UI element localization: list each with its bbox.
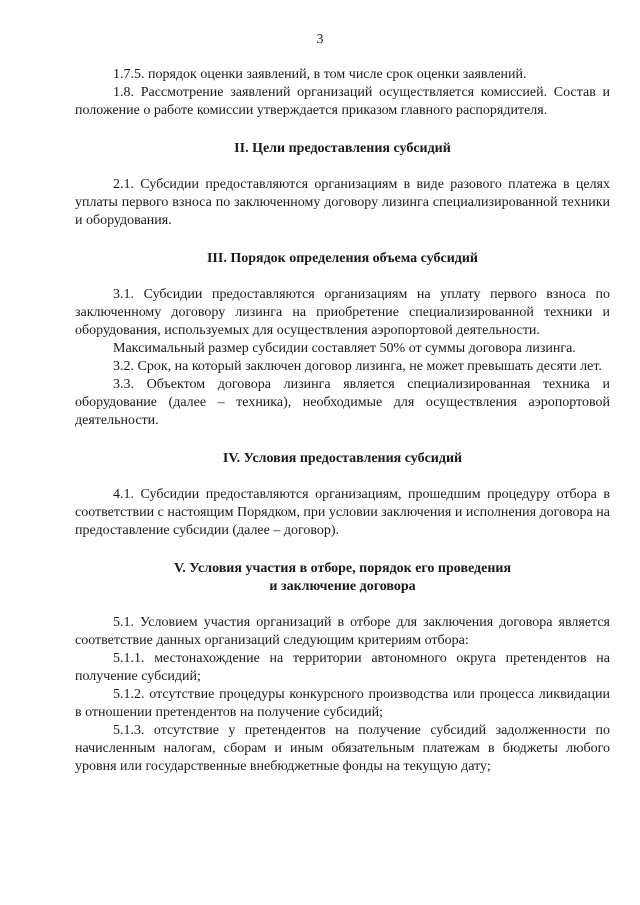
- section-2-heading: II. Цели предоставления субсидий: [234, 141, 451, 156]
- paragraph-5-1-2: 5.1.2. отсутствие процедуры конкурсного производства или процесса ликвидации в отношении претендентов на получение субсидий;: [75, 687, 610, 720]
- paragraph-1-8: 1.8. Рассмотрение заявлений организаций осуществляется комиссией. Состав и положение о работе комиссии утверждается приказом главного распорядителя.: [75, 85, 610, 118]
- paragraph-4-1: 4.1. Субсидии предоставляются организациям, прошедшим процедуру отбора в соответствии с настоящим Порядком, при условии заключения и исполнения договора на предоставление субсидии (далее – договор).: [75, 487, 610, 538]
- section-3-heading: III. Порядок определения объема субсидий: [206, 251, 478, 266]
- paragraph-3-3: 3.3. Объектом договора лизинга является специализированная техника и оборудование (далее – техника), необходимые для осуществления аэропортовой деятельности.: [75, 377, 610, 428]
- page-number: 3: [316, 32, 324, 47]
- paragraph-5-1-3: 5.1.3. отсутствие у претендентов на получение субсидий задолженности по начисленным налогам, сборам и иным обязательным платежам в бюджеты любого уровня или государственные внебюджетные фонды на текущую дату;: [75, 723, 610, 774]
- paragraph-max-subsidy: Максимальный размер субсидии составляет 50% от суммы договора лизинга.: [113, 341, 576, 356]
- paragraph-5-1-1: 5.1.1. местонахождение на территории автономного округа претендентов на получение субсидий;: [75, 651, 610, 684]
- paragraph-3-2: 3.2. Срок, на который заключен договор лизинга, не может превышать десяти лет.: [113, 359, 602, 374]
- paragraph-2-1: 2.1. Субсидии предоставляются организациям в виде разового платежа в целях уплаты первого взноса по заключенному договору лизинга специализированной техники и оборудования.: [75, 177, 610, 228]
- paragraph-5-1: 5.1. Условием участия организаций в отборе для заключения договора является соответствие данных организаций следующим критериям отбора:: [75, 615, 610, 648]
- section-5-heading-line2: и заключение договора: [269, 579, 416, 594]
- section-4-heading: IV. Условия предоставления субсидий: [222, 451, 463, 466]
- section-5-heading-line1: V. Условия участия в отборе, порядок его проведения: [173, 561, 512, 576]
- document-body: [75, 66, 610, 776]
- paragraph-1-7-5: 1.7.5. порядок оценки заявлений, в том числе срок оценки заявлений.: [113, 67, 527, 82]
- paragraph-3-1: 3.1. Субсидии предоставляются организациям на уплату первого взноса по заключенному договору лизинга на приобретение специализированной техники и оборудования, используемых для осуществления аэропортовой деятельности.: [75, 287, 610, 338]
